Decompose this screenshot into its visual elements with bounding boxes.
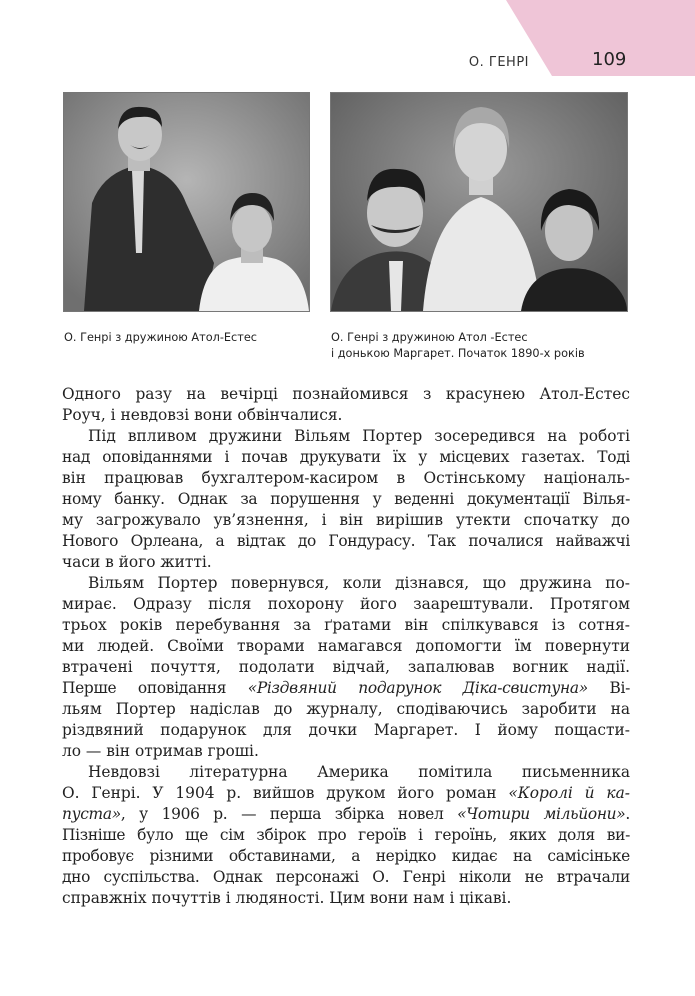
- text-line: справжніх почуттів і людяності. Цим вони нам і цікаві.: [62, 889, 512, 907]
- caption-line: О. Генрі з дружиною Атол -Естес: [331, 331, 528, 344]
- text-line: Пізніше було ще сім збірок про героїв і героїнь, яких доля ви-: [62, 826, 630, 844]
- text-line: Вільям Портер повернувся, коли дізнався, що дружина по-: [88, 574, 630, 592]
- text-line: О. Генрі. У 1904 р. вийшов друком його роман «Королі й ка-: [62, 784, 630, 802]
- running-head: О. ГЕНРІ: [468, 55, 529, 70]
- text-line: Одного разу на вечірці познайомився з красунею Атол-Естес: [62, 385, 630, 403]
- caption-line: О. Генрі з дружиною Атол-Естес: [64, 331, 257, 344]
- photo-family: [331, 93, 627, 311]
- text-line: трьох років перебування за ґратами він спілкувався із сотня-: [62, 616, 630, 634]
- text-line: Невдовзі літературна Америка помітила письменника: [88, 763, 630, 781]
- text-line: льям Портер надіслав до журналу, сподіваючись заробити на: [62, 700, 630, 718]
- photo-caption-family: [331, 330, 585, 361]
- text-line: Нового Орлеана, а відтак до Гондурасу. Так почалися найважчі: [62, 532, 630, 550]
- text-line: ми людей. Своїми творами намагався допомогти їм повернути: [62, 637, 630, 655]
- main-text: [62, 384, 630, 909]
- text-line: пуста», у 1906 р. — перша збірка новел «Чотири мільйони».: [62, 805, 630, 823]
- text-line: му загрожувало ув’язнення, і він вирішив утекти спочатку до: [62, 511, 630, 529]
- text-line: над оповіданнями і почав друкувати їх у місцевих газетах. Тоді: [62, 448, 630, 466]
- text-line: втрачені почуття, подолати відчай, запалював вогник надії.: [62, 658, 630, 676]
- text-line: Перше оповідання «Різдвяний подарунок Діка-свистуна» Ві-: [62, 679, 630, 697]
- text-line: ло — він отримав гроші.: [62, 742, 259, 760]
- text-line: часи в його житті.: [62, 553, 212, 571]
- caption-line: і донькою Маргарет. Початок 1890-х років: [331, 346, 585, 360]
- text-line: пробовує різними обставинами, а нерідко кидає на самісіньке: [62, 847, 630, 865]
- photo-couple: [64, 93, 309, 311]
- page-number: 109: [592, 49, 627, 70]
- text-line: мирає. Одразу після похорону його заарештували. Протягом: [62, 595, 630, 613]
- text-line: Роуч, і невдовзі вони обвінчалися.: [62, 406, 343, 424]
- text-line: ному банку. Однак за порушення у веденні документації Вілья-: [62, 490, 630, 508]
- photo-caption-couple: [64, 330, 257, 346]
- text-line: дно суспільства. Однак персонажі О. Генрі ніколи не втрачали: [62, 868, 630, 886]
- text-line: різдвяний подарунок для дочки Маргарет. І йому пощасти-: [62, 721, 630, 739]
- text-line: він працював бухгалтером-касиром в Остінському національ-: [62, 469, 630, 487]
- text-line: Під впливом дружини Вільям Портер зосередився на роботі: [88, 427, 630, 445]
